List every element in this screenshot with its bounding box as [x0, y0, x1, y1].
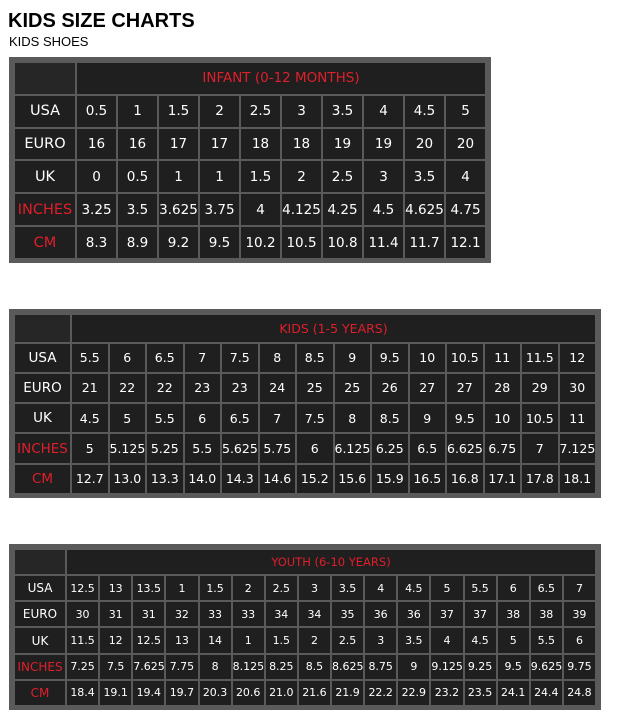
- size-value-cell: 7.625: [133, 655, 164, 679]
- size-value-cell: 1: [233, 628, 264, 652]
- size-value-cell: 6.125: [335, 434, 371, 462]
- row-label: USA: [15, 96, 75, 127]
- size-value-cell: 24.8: [564, 681, 595, 705]
- size-value-cell: 4: [446, 161, 485, 192]
- size-value-cell: 15.9: [372, 465, 408, 493]
- size-value-cell: 13.5: [133, 576, 164, 600]
- size-value-cell: 3.5: [332, 576, 363, 600]
- size-value-cell: 2: [233, 576, 264, 600]
- size-value-cell: 4: [241, 194, 280, 225]
- size-value-cell: 3.5: [323, 96, 362, 127]
- size-value-cell: 27: [410, 374, 446, 402]
- size-value-cell: 8.9: [118, 227, 157, 258]
- size-value-cell: 2.5: [332, 628, 363, 652]
- size-value-cell: 9.5: [447, 404, 483, 432]
- row-label: INCHES: [15, 194, 75, 225]
- size-value-cell: 6.5: [222, 404, 258, 432]
- size-value-cell: 4.5: [465, 628, 496, 652]
- size-value-cell: 22: [147, 374, 183, 402]
- size-value-cell: 35: [332, 602, 363, 626]
- size-value-cell: 11: [485, 344, 521, 372]
- size-value-cell: 5: [110, 404, 146, 432]
- size-value-cell: 7: [522, 434, 558, 462]
- size-value-cell: 2.5: [241, 96, 280, 127]
- row-label: EURO: [15, 602, 65, 626]
- size-row-cm: [15, 681, 595, 705]
- size-value-cell: 8.75: [365, 655, 396, 679]
- size-value-cell: 4.5: [405, 96, 444, 127]
- size-value-cell: 17.8: [522, 465, 558, 493]
- size-value-cell: 39: [564, 602, 595, 626]
- row-label: INCHES: [15, 655, 65, 679]
- size-value-cell: 25: [335, 374, 371, 402]
- size-value-cell: 34: [299, 602, 330, 626]
- size-row-usa: [15, 576, 595, 600]
- size-value-cell: 1: [166, 576, 197, 600]
- size-row-inches: [15, 434, 595, 462]
- size-value-cell: 4.5: [72, 404, 108, 432]
- size-row-uk: [15, 404, 595, 432]
- size-value-cell: 16: [77, 129, 116, 160]
- size-value-cell: 2: [299, 628, 330, 652]
- size-value-cell: 2: [200, 96, 239, 127]
- size-value-cell: 33: [200, 602, 231, 626]
- size-value-cell: 7.5: [297, 404, 333, 432]
- row-label: UK: [15, 161, 75, 192]
- size-value-cell: 38: [498, 602, 529, 626]
- size-value-cell: 8.25: [266, 655, 297, 679]
- size-value-cell: 9: [410, 404, 446, 432]
- size-value-cell: 0.5: [77, 96, 116, 127]
- chart-header: KIDS (1-5 YEARS): [72, 315, 595, 342]
- size-value-cell: 25: [297, 374, 333, 402]
- size-value-cell: 5.5: [72, 344, 108, 372]
- size-value-cell: 4.75: [446, 194, 485, 225]
- size-value-cell: 30: [67, 602, 98, 626]
- size-value-cell: 19: [323, 129, 362, 160]
- size-value-cell: 2.5: [266, 576, 297, 600]
- size-value-cell: 23: [222, 374, 258, 402]
- size-value-cell: 3.25: [77, 194, 116, 225]
- size-value-cell: 1.5: [200, 576, 231, 600]
- size-value-cell: 8.3: [77, 227, 116, 258]
- row-label: EURO: [15, 129, 75, 160]
- size-value-cell: 18: [282, 129, 321, 160]
- size-value-cell: 11.7: [405, 227, 444, 258]
- size-value-cell: 10: [410, 344, 446, 372]
- size-value-cell: 1: [118, 96, 157, 127]
- size-value-cell: 6.5: [410, 434, 446, 462]
- chart-header-row: [15, 315, 595, 342]
- size-row-euro: [15, 129, 485, 160]
- kids-size-chart: [9, 309, 601, 498]
- size-value-cell: 5.5: [185, 434, 221, 462]
- infant-size-chart: [9, 57, 491, 263]
- size-value-cell: 6.5: [531, 576, 562, 600]
- row-label: CM: [15, 681, 65, 705]
- size-value-cell: 1.5: [266, 628, 297, 652]
- size-value-cell: 5: [498, 628, 529, 652]
- youth-size-table: [13, 548, 597, 707]
- size-value-cell: 38: [531, 602, 562, 626]
- size-value-cell: 20: [405, 129, 444, 160]
- size-value-cell: 6: [498, 576, 529, 600]
- size-value-cell: 0.5: [118, 161, 157, 192]
- size-value-cell: 1.5: [159, 96, 198, 127]
- size-value-cell: 29: [522, 374, 558, 402]
- size-row-uk: [15, 628, 595, 652]
- size-value-cell: 21.0: [266, 681, 297, 705]
- size-value-cell: 10.5: [522, 404, 558, 432]
- size-value-cell: 8: [335, 404, 371, 432]
- corner-cell: [15, 63, 75, 94]
- size-value-cell: 14.6: [260, 465, 296, 493]
- size-value-cell: 32: [166, 602, 197, 626]
- size-value-cell: 8.625: [332, 655, 363, 679]
- size-value-cell: 9: [398, 655, 429, 679]
- size-value-cell: 19.7: [166, 681, 197, 705]
- size-value-cell: 3.75: [200, 194, 239, 225]
- size-value-cell: 9.5: [498, 655, 529, 679]
- size-value-cell: 12.5: [133, 628, 164, 652]
- size-value-cell: 0: [77, 161, 116, 192]
- size-row-euro: [15, 374, 595, 402]
- size-value-cell: 3.625: [159, 194, 198, 225]
- size-value-cell: 15.6: [335, 465, 371, 493]
- size-value-cell: 5: [72, 434, 108, 462]
- size-value-cell: 3: [364, 161, 403, 192]
- size-value-cell: 9.2: [159, 227, 198, 258]
- size-value-cell: 4: [364, 96, 403, 127]
- size-value-cell: 22: [110, 374, 146, 402]
- row-label: USA: [15, 576, 65, 600]
- size-value-cell: 6.5: [147, 344, 183, 372]
- size-value-cell: 5.75: [260, 434, 296, 462]
- size-value-cell: 8: [260, 344, 296, 372]
- chart-header-row: [15, 63, 485, 94]
- size-value-cell: 6: [297, 434, 333, 462]
- size-value-cell: 21.9: [332, 681, 363, 705]
- size-value-cell: 6: [185, 404, 221, 432]
- size-row-usa: [15, 96, 485, 127]
- size-value-cell: 10.2: [241, 227, 280, 258]
- size-value-cell: 26: [372, 374, 408, 402]
- size-value-cell: 11.5: [67, 628, 98, 652]
- size-value-cell: 8.5: [297, 344, 333, 372]
- size-value-cell: 19: [364, 129, 403, 160]
- size-value-cell: 31: [133, 602, 164, 626]
- size-value-cell: 22.2: [365, 681, 396, 705]
- size-value-cell: 3: [365, 628, 396, 652]
- size-value-cell: 9.5: [200, 227, 239, 258]
- size-value-cell: 14: [200, 628, 231, 652]
- size-value-cell: 1: [159, 161, 198, 192]
- size-value-cell: 20: [446, 129, 485, 160]
- size-value-cell: 19.4: [133, 681, 164, 705]
- size-value-cell: 3: [282, 96, 321, 127]
- size-value-cell: 17: [159, 129, 198, 160]
- size-row-cm: [15, 465, 595, 493]
- size-value-cell: 5: [446, 96, 485, 127]
- size-value-cell: 12: [100, 628, 131, 652]
- size-value-cell: 14.3: [222, 465, 258, 493]
- size-value-cell: 11.5: [522, 344, 558, 372]
- size-value-cell: 5.5: [531, 628, 562, 652]
- size-value-cell: 8.5: [372, 404, 408, 432]
- chart-header-row: [15, 550, 595, 574]
- size-value-cell: 5: [431, 576, 462, 600]
- size-value-cell: 24.4: [531, 681, 562, 705]
- size-value-cell: 10.5: [447, 344, 483, 372]
- page-title: KIDS SIZE CHARTS: [8, 10, 195, 32]
- corner-cell: [15, 315, 70, 342]
- size-value-cell: 24.1: [498, 681, 529, 705]
- size-value-cell: 9: [335, 344, 371, 372]
- size-value-cell: 20.3: [200, 681, 231, 705]
- size-value-cell: 4.125: [282, 194, 321, 225]
- size-value-cell: 2.5: [323, 161, 362, 192]
- row-label: USA: [15, 344, 70, 372]
- size-value-cell: 5.25: [147, 434, 183, 462]
- size-value-cell: 21: [72, 374, 108, 402]
- size-value-cell: 28: [485, 374, 521, 402]
- corner-cell: [15, 550, 65, 574]
- size-value-cell: 7.5: [100, 655, 131, 679]
- size-value-cell: 7.75: [166, 655, 197, 679]
- size-value-cell: 8.125: [233, 655, 264, 679]
- size-value-cell: 7.125: [560, 434, 596, 462]
- size-row-cm: [15, 227, 485, 258]
- size-value-cell: 13: [166, 628, 197, 652]
- size-value-cell: 5.5: [465, 576, 496, 600]
- size-value-cell: 17: [200, 129, 239, 160]
- size-row-usa: [15, 344, 595, 372]
- size-value-cell: 7.5: [222, 344, 258, 372]
- row-label: UK: [15, 628, 65, 652]
- size-value-cell: 13.0: [110, 465, 146, 493]
- size-value-cell: 37: [431, 602, 462, 626]
- size-value-cell: 18.4: [67, 681, 98, 705]
- size-value-cell: 7: [185, 344, 221, 372]
- size-value-cell: 14.0: [185, 465, 221, 493]
- size-value-cell: 6.75: [485, 434, 521, 462]
- size-row-uk: [15, 161, 485, 192]
- size-value-cell: 18: [241, 129, 280, 160]
- size-value-cell: 13.3: [147, 465, 183, 493]
- size-value-cell: 16.5: [410, 465, 446, 493]
- size-value-cell: 10.5: [282, 227, 321, 258]
- size-value-cell: 21.6: [299, 681, 330, 705]
- size-value-cell: 22.9: [398, 681, 429, 705]
- size-value-cell: 3.5: [405, 161, 444, 192]
- size-value-cell: 3: [299, 576, 330, 600]
- size-value-cell: 8.5: [299, 655, 330, 679]
- size-row-inches: [15, 655, 595, 679]
- size-value-cell: 6.625: [447, 434, 483, 462]
- size-value-cell: 13: [100, 576, 131, 600]
- size-value-cell: 16.8: [447, 465, 483, 493]
- size-value-cell: 9.625: [531, 655, 562, 679]
- size-value-cell: 4: [365, 576, 396, 600]
- size-value-cell: 6: [564, 628, 595, 652]
- size-value-cell: 5.625: [222, 434, 258, 462]
- size-value-cell: 2: [282, 161, 321, 192]
- size-value-cell: 3.5: [398, 628, 429, 652]
- row-label: UK: [15, 404, 70, 432]
- size-value-cell: 31: [100, 602, 131, 626]
- row-label: CM: [15, 465, 70, 493]
- size-row-inches: [15, 194, 485, 225]
- size-value-cell: 20.6: [233, 681, 264, 705]
- size-value-cell: 4.5: [364, 194, 403, 225]
- size-value-cell: 4.25: [323, 194, 362, 225]
- size-value-cell: 1: [200, 161, 239, 192]
- size-value-cell: 24: [260, 374, 296, 402]
- size-value-cell: 9.5: [372, 344, 408, 372]
- size-value-cell: 5.5: [147, 404, 183, 432]
- size-value-cell: 36: [398, 602, 429, 626]
- size-value-cell: 7.25: [67, 655, 98, 679]
- size-value-cell: 33: [233, 602, 264, 626]
- kids-size-table: [13, 313, 597, 495]
- size-value-cell: 37: [465, 602, 496, 626]
- size-value-cell: 1.5: [241, 161, 280, 192]
- size-value-cell: 16: [118, 129, 157, 160]
- size-value-cell: 4.5: [398, 576, 429, 600]
- size-value-cell: 3.5: [118, 194, 157, 225]
- size-value-cell: 9.25: [465, 655, 496, 679]
- size-value-cell: 4: [431, 628, 462, 652]
- size-value-cell: 9.125: [431, 655, 462, 679]
- size-value-cell: 12.7: [72, 465, 108, 493]
- size-value-cell: 23.2: [431, 681, 462, 705]
- size-value-cell: 27: [447, 374, 483, 402]
- size-value-cell: 11: [560, 404, 596, 432]
- size-value-cell: 6.25: [372, 434, 408, 462]
- size-value-cell: 4.625: [405, 194, 444, 225]
- size-value-cell: 5.125: [110, 434, 146, 462]
- size-value-cell: 23: [185, 374, 221, 402]
- size-value-cell: 10: [485, 404, 521, 432]
- size-value-cell: 6: [110, 344, 146, 372]
- size-value-cell: 19.1: [100, 681, 131, 705]
- size-value-cell: 10.8: [323, 227, 362, 258]
- row-label: INCHES: [15, 434, 70, 462]
- size-value-cell: 12.5: [67, 576, 98, 600]
- size-value-cell: 7: [564, 576, 595, 600]
- size-value-cell: 18.1: [560, 465, 596, 493]
- size-value-cell: 12: [560, 344, 596, 372]
- size-value-cell: 7: [260, 404, 296, 432]
- size-value-cell: 23.5: [465, 681, 496, 705]
- size-value-cell: 8: [200, 655, 231, 679]
- size-value-cell: 17.1: [485, 465, 521, 493]
- size-value-cell: 9.75: [564, 655, 595, 679]
- size-value-cell: 15.2: [297, 465, 333, 493]
- size-value-cell: 12.1: [446, 227, 485, 258]
- infant-size-table: [13, 61, 487, 260]
- page-subtitle: KIDS SHOES: [9, 34, 89, 49]
- size-value-cell: 34: [266, 602, 297, 626]
- youth-size-chart: [9, 544, 601, 710]
- row-label: EURO: [15, 374, 70, 402]
- size-value-cell: 11.4: [364, 227, 403, 258]
- size-value-cell: 36: [365, 602, 396, 626]
- chart-header: YOUTH (6-10 YEARS): [67, 550, 595, 574]
- size-row-euro: [15, 602, 595, 626]
- chart-header: INFANT (0-12 MONTHS): [77, 63, 485, 94]
- size-value-cell: 30: [560, 374, 596, 402]
- row-label: CM: [15, 227, 75, 258]
